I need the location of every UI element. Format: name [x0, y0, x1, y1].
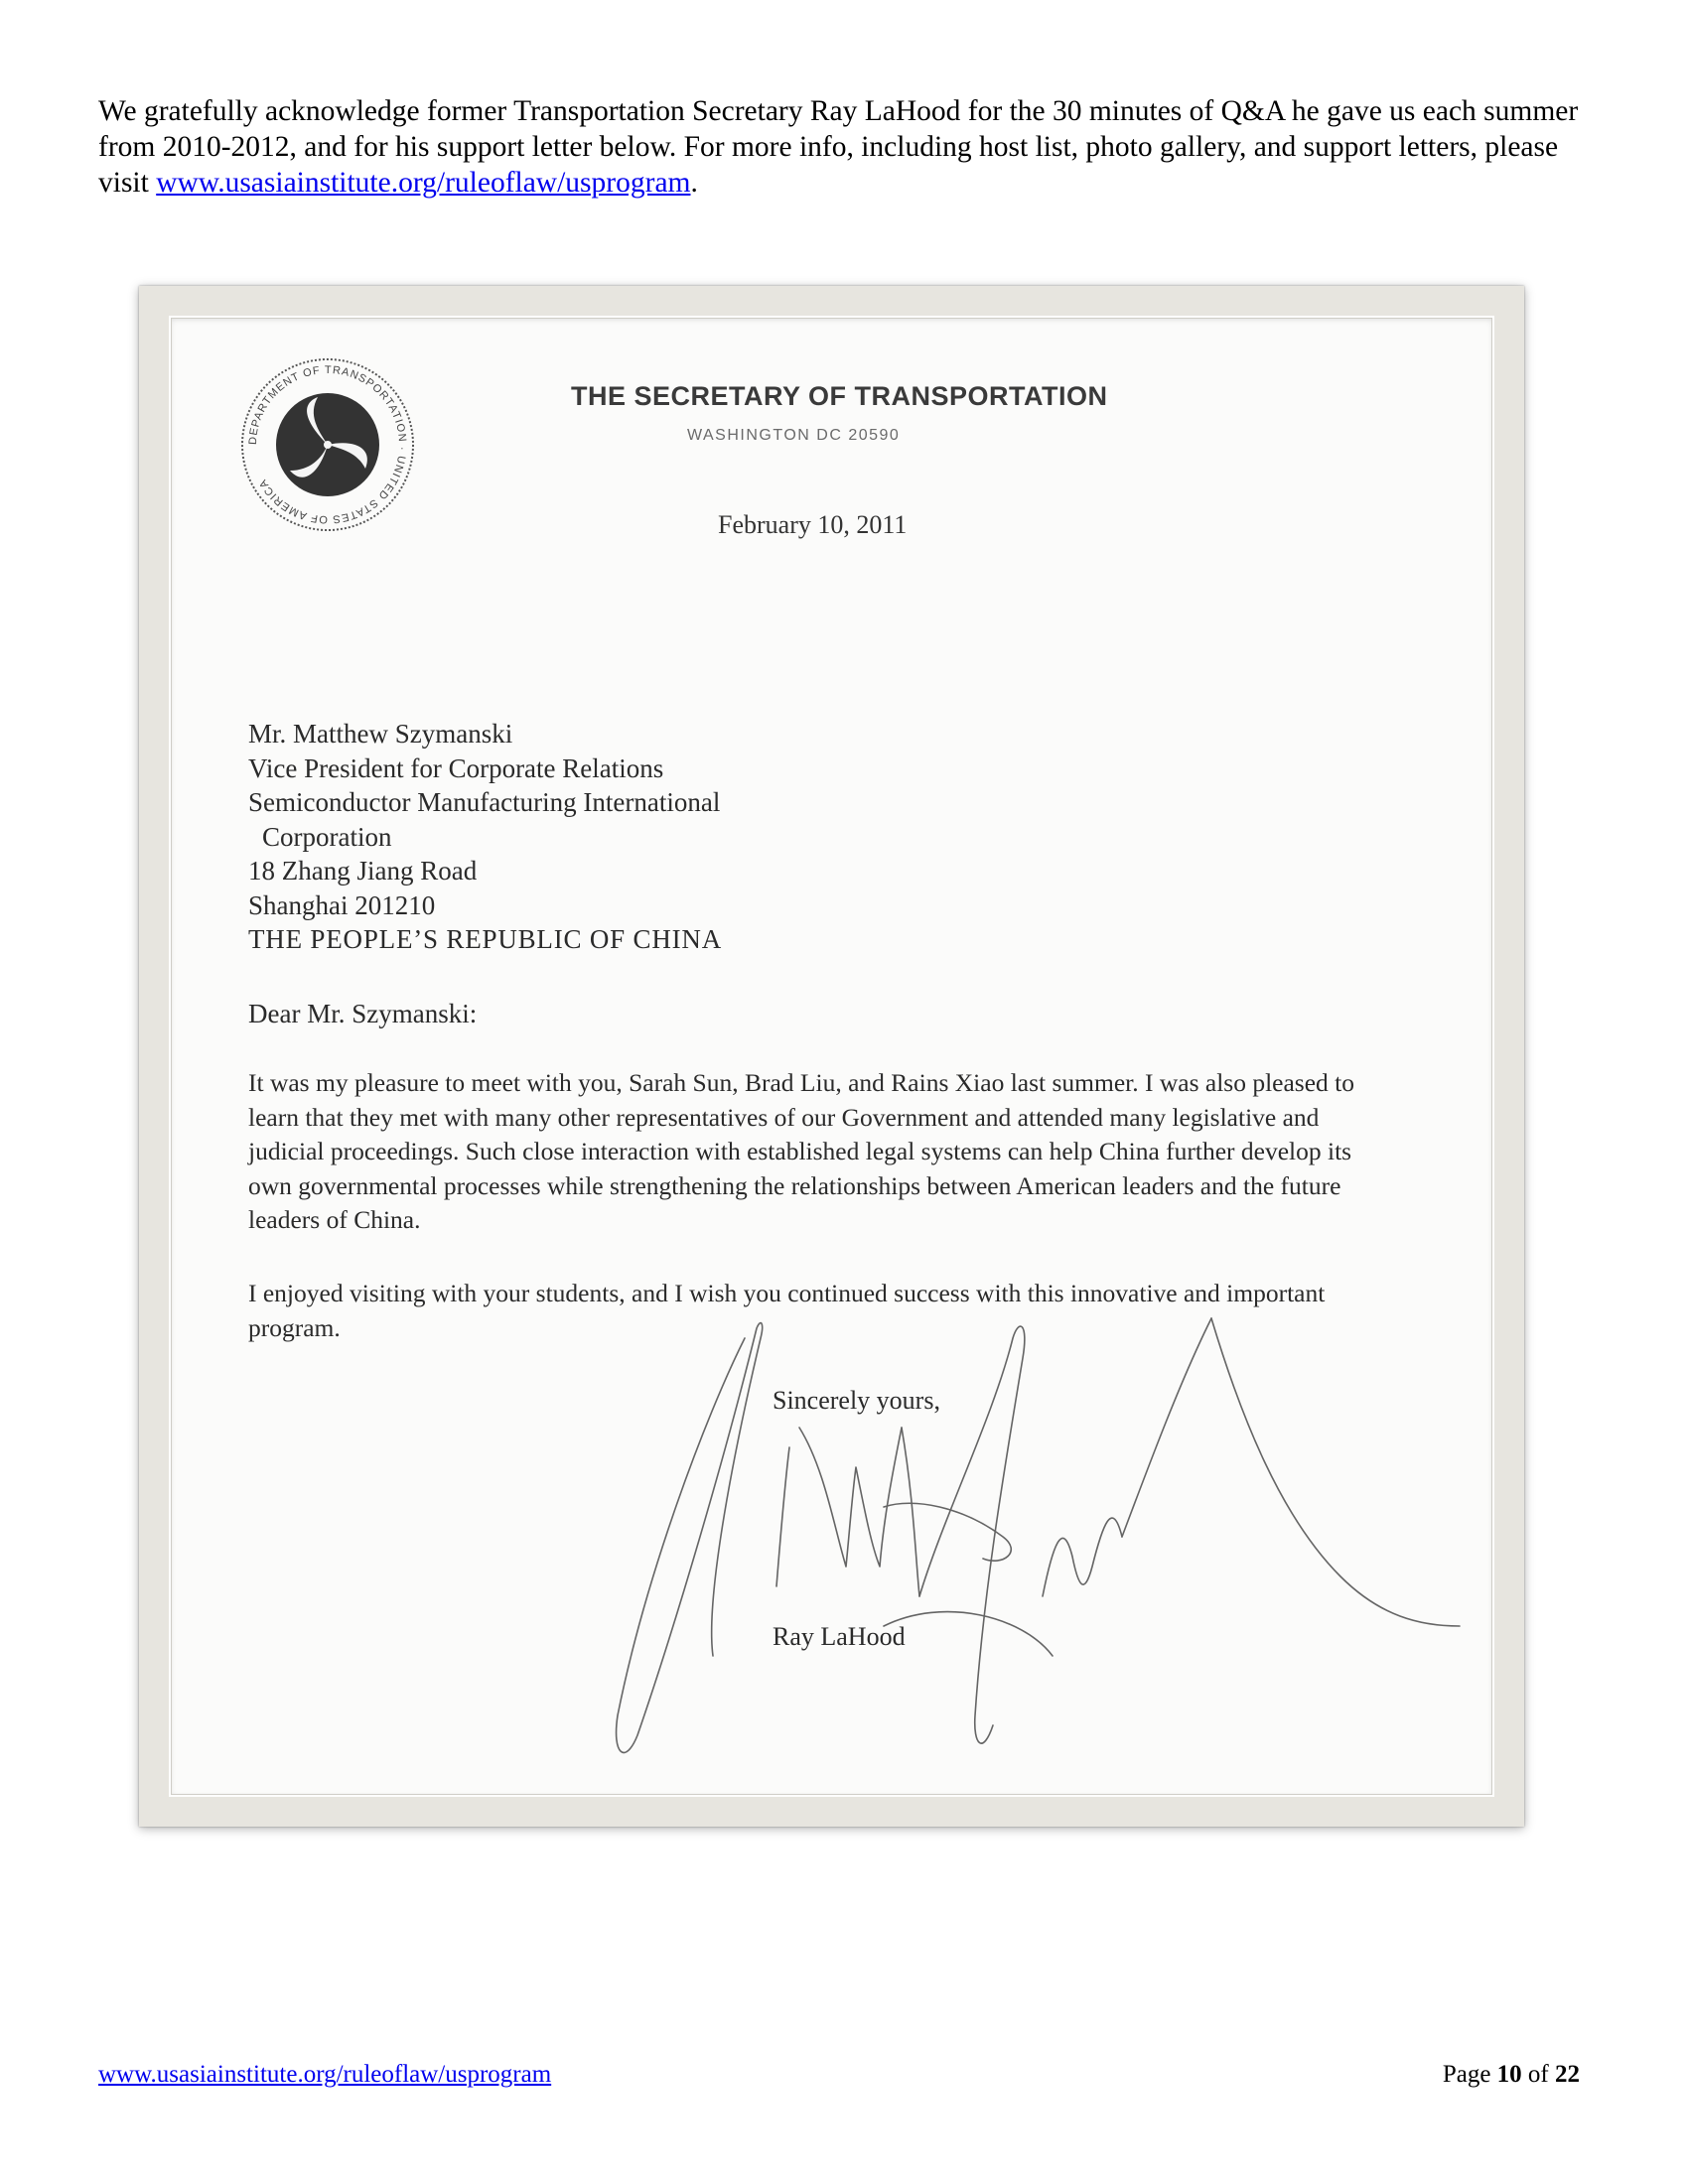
address-line: THE PEOPLE’S REPUBLIC OF CHINA [248, 924, 723, 954]
seal-text: DEPARTMENT OF TRANSPORTATION · UNITED STATES OF AMERICA [246, 363, 409, 526]
address-line: 18 Zhang Jiang Road [248, 856, 478, 886]
signer-name: Ray LaHood [773, 1622, 906, 1651]
address-line: Corporation [262, 821, 392, 852]
dot-seal-icon [238, 355, 417, 534]
support-letter [169, 316, 1494, 1797]
intro-paragraph [98, 93, 1598, 201]
address-line: Mr. Matthew Szymanski [248, 719, 513, 749]
page-number [1443, 2061, 1580, 2089]
page-of: of [1521, 2061, 1555, 2088]
page-total: 22 [1555, 2061, 1580, 2088]
letter-paragraph-2: I enjoyed visiting with your students, and I wish you continued success with this innovative and important program. [248, 1279, 1326, 1342]
address-line: Shanghai 201210 [248, 889, 436, 920]
intro-text: We gratefully acknowledge former Transportation Secretary Ray LaHood for the 30 minutes of Q&A he gave us each summer from 2010-2012, and for his support letter below. For more info, including host list, photo gallery, and support letters, please visit [98, 95, 1579, 199]
page-footer [98, 2061, 1580, 2089]
footer-program-link[interactable]: www.usasiainstitute.org/ruleoflaw/usprogram [98, 2061, 552, 2088]
letterhead-city: WASHINGTON DC 20590 [687, 427, 901, 444]
letterhead-title: THE SECRETARY OF TRANSPORTATION [571, 381, 1108, 411]
letter-paragraph-1: It was my pleasure to meet with you, Sarah Sun, Brad Liu, and Rains Xiao last summer. I was also pleased to learn that they met with many other representatives of our Government and attended many legislative and judicial proceedings. Such close interaction with established legal systems can help China further develop its own governmental processes while strengthening the relationships between American leaders and the future leaders of China. [248, 1068, 1354, 1234]
page-prefix: Page [1442, 2061, 1497, 2088]
address-line: Semiconductor Manufacturing International [248, 787, 721, 817]
intro-period: . [690, 167, 698, 199]
salutation: Dear Mr. Szymanski: [248, 999, 478, 1028]
letter-closing: Sincerely yours, [773, 1386, 940, 1415]
recipient-address [248, 717, 722, 957]
letter-date: February 10, 2011 [718, 510, 908, 539]
handwritten-signature [586, 1298, 1499, 1795]
page-current: 10 [1496, 2061, 1522, 2088]
intro-program-link[interactable]: www.usasiainstitute.org/ruleoflaw/usprogram [156, 167, 691, 199]
address-line: Vice President for Corporate Relations [248, 752, 664, 783]
